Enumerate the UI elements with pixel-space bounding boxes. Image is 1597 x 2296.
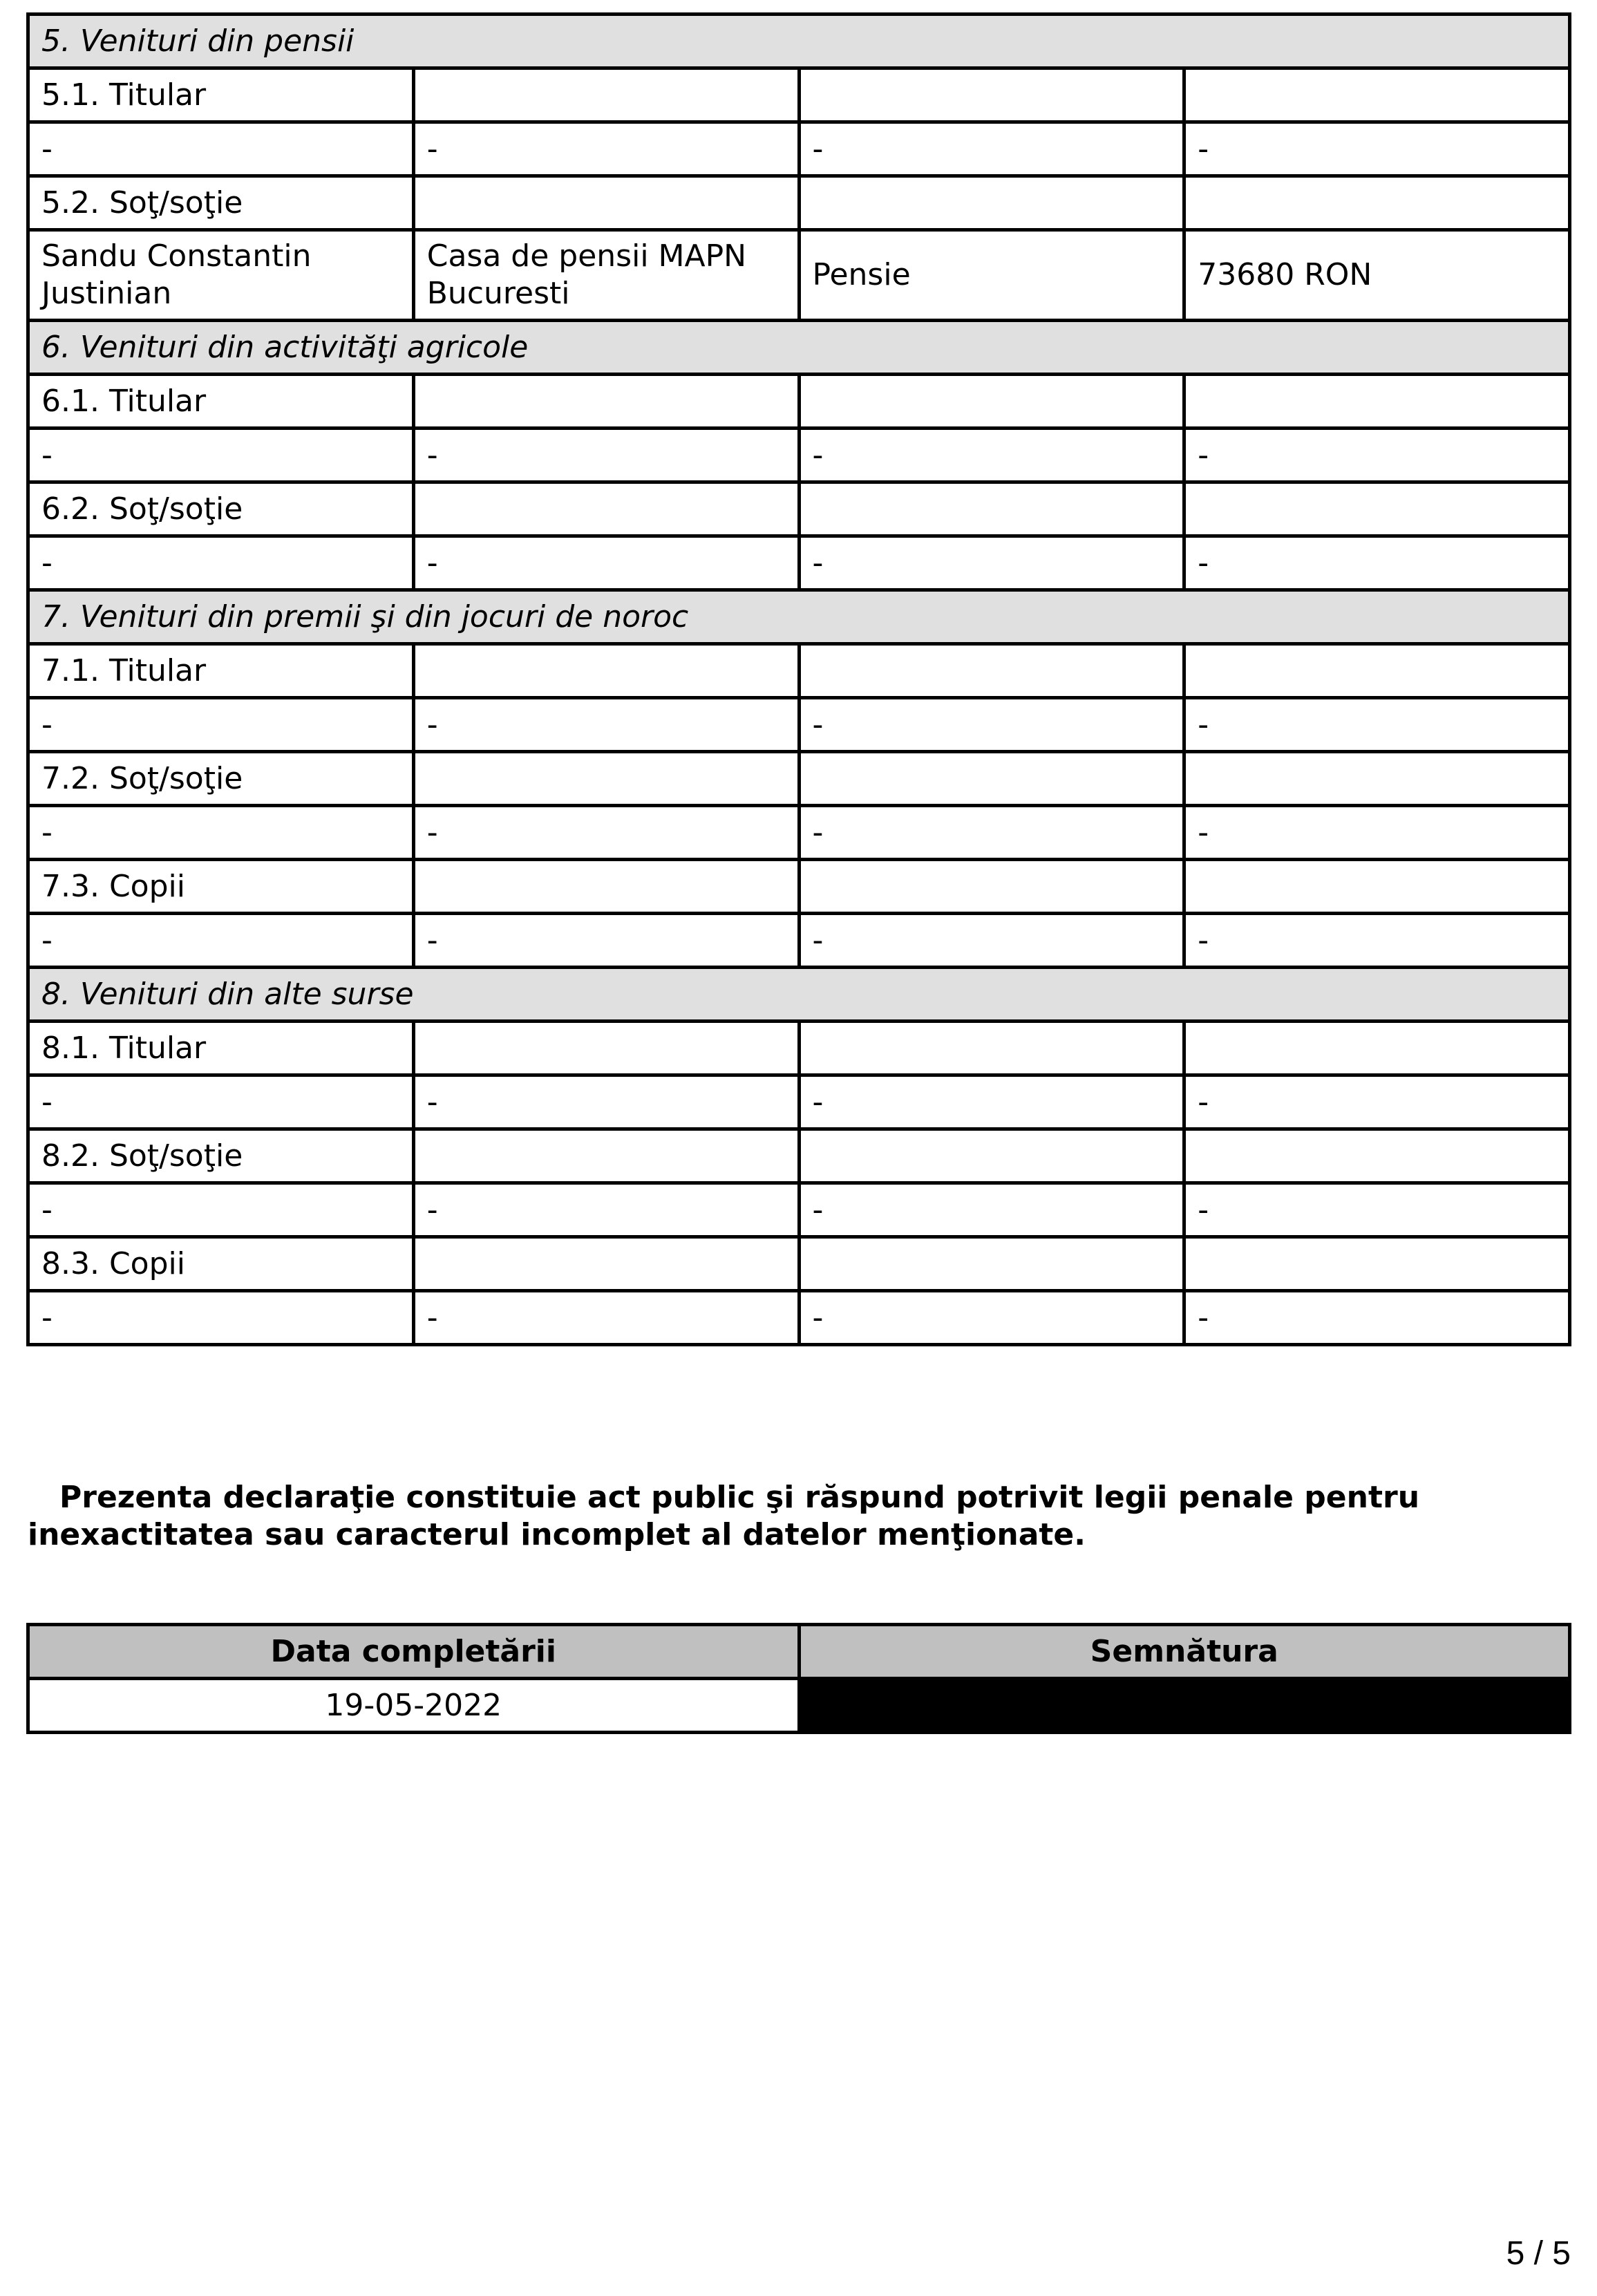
table-cell: - xyxy=(413,1183,799,1237)
empty-cell xyxy=(1184,1129,1570,1183)
empty-cell xyxy=(1184,1237,1570,1291)
table-cell: - xyxy=(28,914,414,968)
table-cell: Casa de pensii MAPN Bucuresti xyxy=(413,230,799,321)
table-cell: - xyxy=(1184,1183,1570,1237)
empty-cell xyxy=(1184,752,1570,806)
group-label-row xyxy=(28,644,1570,698)
empty-cell xyxy=(1184,644,1570,698)
group-label: 7.1. Titular xyxy=(28,644,414,698)
empty-cell xyxy=(413,752,799,806)
empty-cell xyxy=(413,644,799,698)
group-label-row xyxy=(28,1022,1570,1075)
empty-cell xyxy=(1184,1022,1570,1075)
section-header-row xyxy=(28,968,1570,1022)
group-label: 7.3. Copii xyxy=(28,860,414,914)
table-cell: - xyxy=(799,698,1184,752)
table-cell: - xyxy=(28,1291,414,1345)
empty-cell xyxy=(799,1129,1184,1183)
empty-cell xyxy=(1184,375,1570,429)
table-row xyxy=(28,806,1570,860)
table-cell: - xyxy=(413,1291,799,1345)
income-table xyxy=(26,12,1571,1346)
table-cell: - xyxy=(799,429,1184,482)
empty-cell xyxy=(799,752,1184,806)
empty-cell xyxy=(413,1237,799,1291)
table-cell: - xyxy=(28,122,414,176)
signature-redacted xyxy=(799,1679,1570,1733)
table-cell: - xyxy=(413,122,799,176)
table-cell: - xyxy=(28,806,414,860)
table-row xyxy=(28,1183,1570,1237)
table-row xyxy=(28,536,1570,590)
table-cell: - xyxy=(799,1291,1184,1345)
signature-value-row xyxy=(28,1679,1570,1733)
table-cell: 73680 RON xyxy=(1184,230,1570,321)
date-completed-header: Data completării xyxy=(28,1625,800,1679)
group-label: 6.1. Titular xyxy=(28,375,414,429)
table-cell: - xyxy=(1184,429,1570,482)
table-cell: - xyxy=(799,806,1184,860)
table-cell: - xyxy=(1184,122,1570,176)
table-cell: - xyxy=(413,1075,799,1129)
group-label-row xyxy=(28,176,1570,230)
group-label-row xyxy=(28,860,1570,914)
section-title: 6. Venituri din activităţi agricole xyxy=(28,321,1570,375)
section-title: 7. Venituri din premii şi din jocuri de noroc xyxy=(28,590,1570,644)
empty-cell xyxy=(413,860,799,914)
declaration-statement: Prezenta declaraţie constituie act public şi răspund potrivit legii penale pentru inexactitatea sau caracterul incomplet al datelor menţionate. xyxy=(28,1480,1420,1552)
date-completed-value: 19-05-2022 xyxy=(28,1679,800,1733)
empty-cell xyxy=(413,176,799,230)
table-cell: - xyxy=(1184,914,1570,968)
group-label-row xyxy=(28,1129,1570,1183)
table-cell: - xyxy=(799,1183,1184,1237)
table-cell: - xyxy=(413,536,799,590)
group-label-row xyxy=(28,752,1570,806)
group-label-row xyxy=(28,375,1570,429)
empty-cell xyxy=(1184,176,1570,230)
table-row xyxy=(28,122,1570,176)
table-cell: - xyxy=(28,1183,414,1237)
section-header-row xyxy=(28,590,1570,644)
table-row xyxy=(28,429,1570,482)
group-label-row xyxy=(28,68,1570,122)
empty-cell xyxy=(413,482,799,536)
group-label: 8.2. Soţ/soţie xyxy=(28,1129,414,1183)
group-label: 7.2. Soţ/soţie xyxy=(28,752,414,806)
table-cell: - xyxy=(28,429,414,482)
group-label: 5.1. Titular xyxy=(28,68,414,122)
table-cell: - xyxy=(1184,806,1570,860)
table-cell: - xyxy=(28,698,414,752)
table-cell: - xyxy=(1184,536,1570,590)
empty-cell xyxy=(799,1022,1184,1075)
section-header-row xyxy=(28,321,1570,375)
table-cell: - xyxy=(799,536,1184,590)
empty-cell xyxy=(413,1022,799,1075)
table-cell: Sandu Constantin Justinian xyxy=(28,230,414,321)
table-row xyxy=(28,914,1570,968)
table-cell: - xyxy=(413,429,799,482)
table-cell: - xyxy=(413,806,799,860)
page-number: 5 / 5 xyxy=(1506,2235,1571,2272)
signature-table xyxy=(26,1623,1571,1734)
table-cell: - xyxy=(28,1075,414,1129)
table-cell: - xyxy=(1184,698,1570,752)
empty-cell xyxy=(413,375,799,429)
empty-cell xyxy=(1184,482,1570,536)
empty-cell xyxy=(1184,860,1570,914)
empty-cell xyxy=(799,1237,1184,1291)
group-label-row xyxy=(28,1237,1570,1291)
table-row xyxy=(28,230,1570,321)
table-cell: - xyxy=(799,914,1184,968)
signature-header-row xyxy=(28,1625,1570,1679)
table-cell: Pensie xyxy=(799,230,1184,321)
signature-header: Semnătura xyxy=(799,1625,1570,1679)
empty-cell xyxy=(1184,68,1570,122)
table-cell: - xyxy=(1184,1075,1570,1129)
table-cell: - xyxy=(28,536,414,590)
table-row xyxy=(28,1075,1570,1129)
empty-cell xyxy=(799,860,1184,914)
table-row xyxy=(28,1291,1570,1345)
empty-cell xyxy=(413,68,799,122)
group-label-row xyxy=(28,482,1570,536)
group-label: 8.3. Copii xyxy=(28,1237,414,1291)
section-title: 5. Venituri din pensii xyxy=(28,15,1570,68)
section-title: 8. Venituri din alte surse xyxy=(28,968,1570,1022)
table-cell: - xyxy=(413,698,799,752)
empty-cell xyxy=(799,68,1184,122)
section-header-row xyxy=(28,15,1570,68)
group-label: 6.2. Soţ/soţie xyxy=(28,482,414,536)
empty-cell xyxy=(799,176,1184,230)
group-label: 8.1. Titular xyxy=(28,1022,414,1075)
empty-cell xyxy=(799,482,1184,536)
income-table-body xyxy=(28,15,1570,1345)
table-row xyxy=(28,698,1570,752)
empty-cell xyxy=(799,375,1184,429)
empty-cell xyxy=(799,644,1184,698)
table-cell: - xyxy=(1184,1291,1570,1345)
table-cell: - xyxy=(413,914,799,968)
table-cell: - xyxy=(799,1075,1184,1129)
table-cell: - xyxy=(799,122,1184,176)
group-label: 5.2. Soţ/soţie xyxy=(28,176,414,230)
empty-cell xyxy=(413,1129,799,1183)
